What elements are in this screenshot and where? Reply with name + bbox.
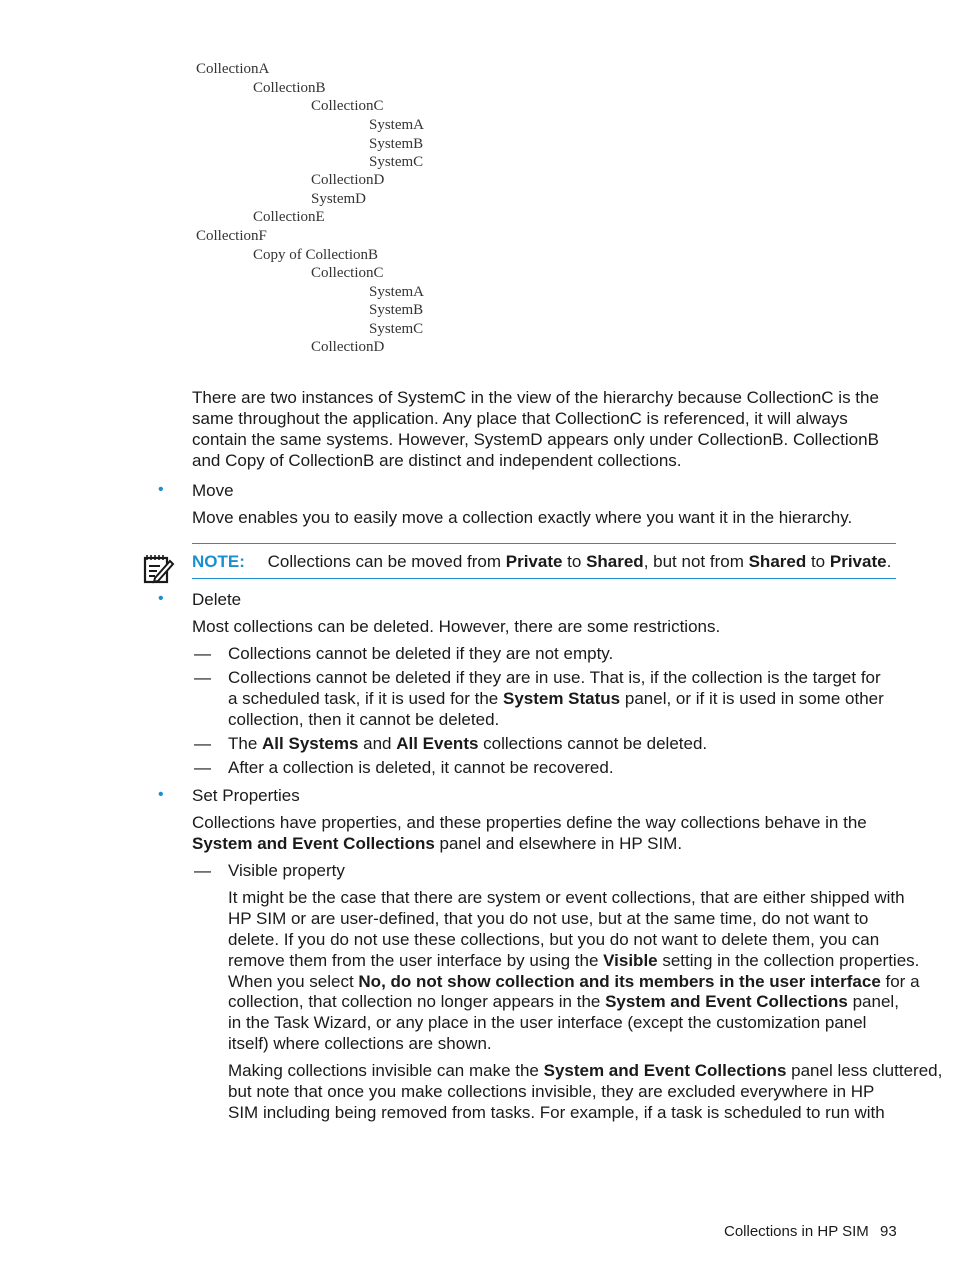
bullet-icon: •	[158, 786, 164, 803]
delete-item: collection, then it cannot be deleted.	[228, 710, 500, 729]
bold-term: All Systems	[262, 734, 359, 753]
tree-node: SystemB	[369, 302, 424, 318]
tree-node: CollectionC	[311, 265, 384, 281]
move-text: Move enables you to easily move a collection exactly where you want it in the hierarchy.	[192, 508, 853, 527]
note-bold: Private	[829, 552, 887, 571]
note-text	[192, 551, 891, 572]
text-part: panel and elsewhere in HP SIM.	[434, 834, 683, 853]
intro-line: contain the same systems. However, SystemD appears only under CollectionB. CollectionB	[192, 430, 879, 449]
note-text-part: .	[886, 552, 892, 571]
text-part: setting in the collection properties.	[657, 951, 920, 970]
visible-para: HP SIM or are user-defined, that you do not use, but at the same time, do not want to	[228, 909, 869, 928]
visible-para	[228, 971, 920, 992]
visible-para: delete. If you do not use these collections, but you do not want to delete them, you can	[228, 930, 880, 949]
delete-title: Delete	[192, 590, 242, 609]
bullet-icon: •	[158, 590, 164, 607]
visible-property-title: Visible property	[228, 861, 345, 880]
note-text-part: to	[806, 552, 830, 571]
visible-para	[228, 950, 919, 971]
tree-node: CollectionF	[196, 228, 267, 244]
note-bottom-rule	[192, 578, 896, 579]
text-part: collection, that collection no longer appears in the	[228, 992, 606, 1011]
note-bold: Shared	[586, 552, 644, 571]
tree-node: CollectionD	[311, 339, 385, 355]
dash-marker: —	[194, 668, 211, 687]
bold-term: System Status	[502, 689, 621, 708]
delete-item: After a collection is deleted, it cannot be recovered.	[228, 758, 614, 777]
dash-marker: —	[194, 644, 211, 663]
bold-term: System and Event Collections	[605, 992, 848, 1011]
bold-term: All Events	[396, 734, 479, 753]
delete-item: Collections cannot be deleted if they are in use. That is, if the collection is the target for	[228, 668, 881, 687]
invisible-para	[228, 1060, 942, 1081]
setprops-text	[192, 833, 682, 854]
note-bold: Private	[505, 552, 563, 571]
dash-marker: —	[194, 861, 211, 880]
bullet-icon: •	[158, 481, 164, 498]
setprops-text: Collections have properties, and these properties define the way collections behave in the	[192, 813, 867, 832]
tree-node: CollectionB	[253, 80, 326, 96]
text-part: remove them from the user interface by using the	[228, 951, 604, 970]
tree-node: SystemC	[369, 154, 424, 170]
visible-para: in the Task Wizard, or any place in the user interface (except the customization panel	[228, 1013, 867, 1032]
tree-node: Copy of CollectionB	[253, 247, 378, 263]
delete-item: Collections cannot be deleted if they are not empty.	[228, 644, 614, 663]
intro-line: and Copy of CollectionB are distinct and independent collections.	[192, 451, 682, 470]
tree-node: SystemB	[369, 136, 424, 152]
text-part: panel,	[847, 992, 899, 1011]
visible-para: itself) where collections are shown.	[228, 1034, 492, 1053]
tree-node: CollectionD	[311, 172, 385, 188]
delete-item	[228, 733, 707, 754]
bold-term: System and Event Collections	[192, 834, 435, 853]
invisible-para: SIM including being removed from tasks. For example, if a task is scheduled to run with	[228, 1103, 885, 1122]
text-part: collections cannot be deleted.	[478, 734, 708, 753]
delete-item	[228, 688, 884, 709]
note-text-part: to	[562, 552, 587, 571]
intro-line: same throughout the application. Any place that CollectionC is referenced, it will always	[192, 409, 848, 428]
tree-node: SystemA	[369, 117, 425, 133]
note-text-part: Collections can be moved from	[267, 552, 506, 571]
text-part: The	[228, 734, 263, 753]
note-top-rule	[192, 543, 896, 544]
text-part: panel less cluttered,	[786, 1061, 943, 1080]
note-label: NOTE:	[192, 552, 245, 571]
tree-node: SystemD	[311, 191, 367, 207]
bold-term: No, do not show collection and its members in the user interface	[358, 972, 881, 991]
setprops-title: Set Properties	[192, 786, 300, 805]
text-part: panel, or if it is used in some other	[620, 689, 884, 708]
visible-para: It might be the case that there are system or event collections, that are either shipped with	[228, 888, 905, 907]
tree-node: SystemC	[369, 321, 424, 337]
bold-term: Visible	[603, 951, 658, 970]
text-part: for a	[880, 972, 920, 991]
note-icon	[143, 553, 175, 590]
text-part: Making collections invisible can make the	[228, 1061, 544, 1080]
dash-marker: —	[194, 734, 211, 753]
bold-term: System and Event Collections	[543, 1061, 787, 1080]
invisible-para: but note that once you make collections invisible, they are excluded everywhere in HP	[228, 1082, 875, 1101]
note-bold: Shared	[748, 552, 807, 571]
dash-marker: —	[194, 758, 211, 777]
footer-section-title: Collections in HP SIM	[724, 1223, 869, 1240]
delete-text: Most collections can be deleted. However, there are some restrictions.	[192, 617, 721, 636]
visible-para	[228, 991, 899, 1012]
tree-node: SystemA	[369, 284, 425, 300]
note-text-part: , but not from	[643, 552, 749, 571]
tree-node: CollectionE	[253, 209, 325, 225]
page-number: 93	[880, 1223, 897, 1240]
text-part: and	[358, 734, 397, 753]
move-title: Move	[192, 481, 234, 500]
tree-node: CollectionA	[196, 61, 270, 77]
intro-line: There are two instances of SystemC in the view of the hierarchy because CollectionC is the	[192, 388, 879, 407]
tree-node: CollectionC	[311, 98, 384, 114]
text-part: When you select	[228, 972, 359, 991]
text-part: a scheduled task, if it is used for the	[228, 689, 503, 708]
